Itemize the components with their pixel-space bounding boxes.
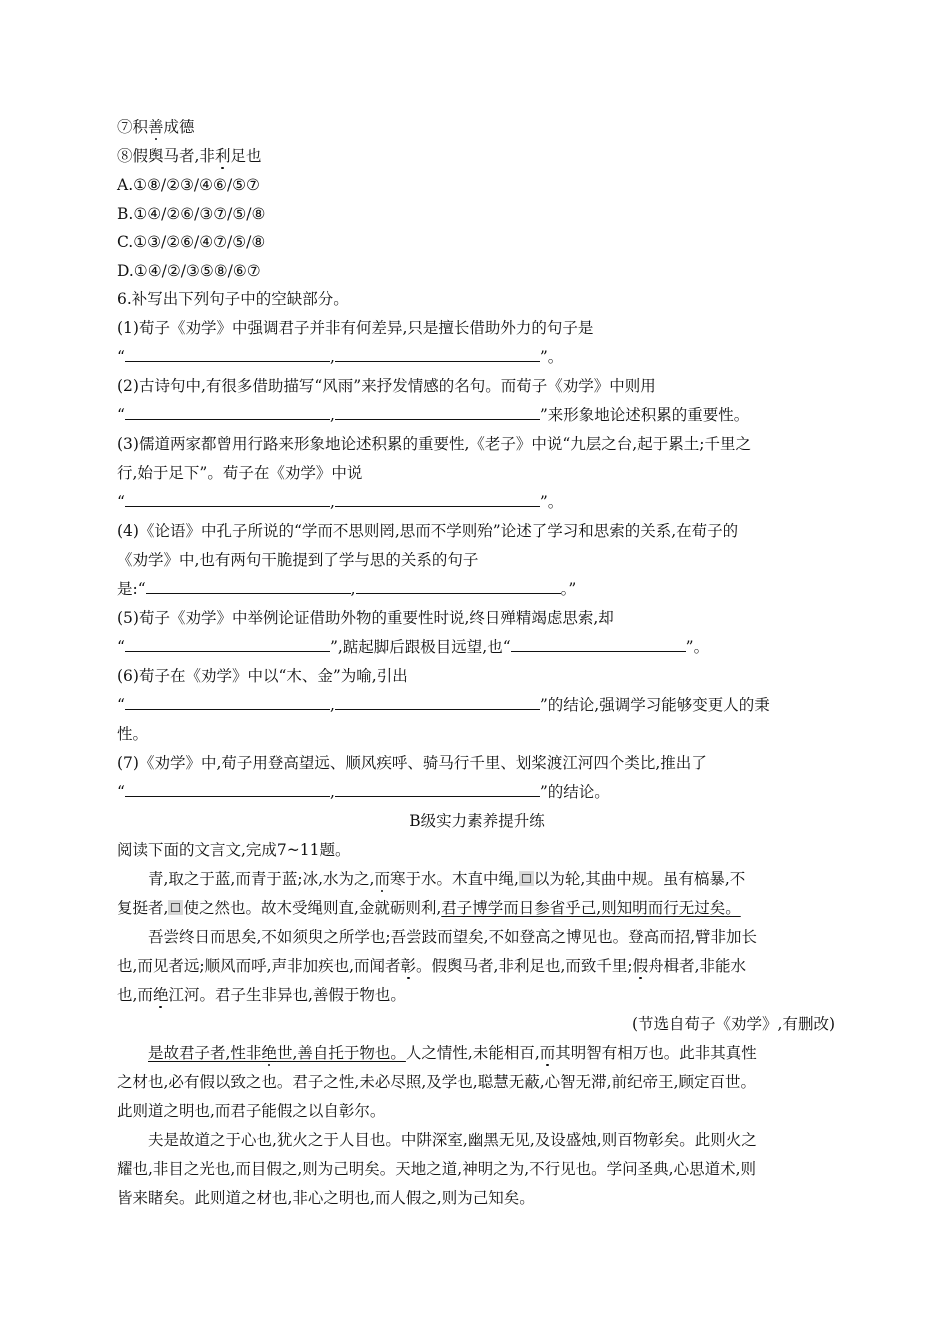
document-page bbox=[117, 113, 837, 1213]
passage-1-para-1-cont: 复挺者, 使之然也。故木受绳则直,金就砺则利,君子博学而日参省乎己,则知明而行无过矣。 bbox=[117, 899, 741, 917]
rare-character-icon bbox=[168, 900, 183, 915]
passage-2-para-2-end: 皆来睹矣。此则道之材也,非心之明也,而人假之,则为己知矣。 bbox=[117, 1189, 535, 1207]
q6-3-prompt-cont: 行,始于足下”。荀子在《劝学》中说 bbox=[117, 464, 363, 482]
q6-6-tail: 性。 bbox=[117, 725, 149, 743]
q6-7-prompt: (7)《劝学》中,荀子用登高望远、顺风疾呼、骑马行千里、划桨渡江河四个类比,推出了 bbox=[117, 754, 707, 772]
q6-4-blanks: 是:“ , 。” bbox=[117, 575, 837, 604]
q6-3-blanks: “ , ”。 bbox=[117, 488, 837, 517]
q6-1-blanks: “ , ”。 bbox=[117, 343, 837, 372]
blank-field[interactable] bbox=[125, 403, 330, 420]
passage-2-para-1-cont: 之材也,必有假以致之也。君子之性,未必尽照,及学也,聪慧无蔽,心智无滞,前纪帝王,顾定百世。 bbox=[117, 1073, 756, 1091]
q6-2-prompt: (2)古诗句中,有很多借助描写“风雨”来抒发情感的名句。而荀子《劝学》中则用 bbox=[117, 377, 656, 395]
option-c: C.①③/②⑥/④⑦/⑤/⑧ bbox=[117, 233, 266, 251]
passage-2-para-1-end: 此则道之明也,而君子能假之以自彰尔。 bbox=[117, 1102, 386, 1120]
passage-1-para-2-end: 也,而绝江河。君子生非异也,善假于物也。 bbox=[117, 986, 406, 1004]
underlined-sentence: 君子博学而日参省乎己,则知明而行无过矣。 bbox=[441, 899, 741, 917]
blank-field[interactable] bbox=[125, 345, 330, 362]
blank-field[interactable] bbox=[125, 693, 330, 710]
q6-1-prompt: (1)荀子《劝学》中强调君子并非有何差异,只是擅长借助外力的句子是 bbox=[117, 319, 594, 337]
q6-4-prompt-cont: 《劝学》中,也有两句干脆提到了学与思的关系的句子 bbox=[117, 551, 479, 569]
blank-field[interactable] bbox=[146, 577, 351, 594]
blank-field[interactable] bbox=[511, 635, 686, 652]
blank-field[interactable] bbox=[335, 403, 540, 420]
blank-field[interactable] bbox=[335, 345, 540, 362]
blank-field[interactable] bbox=[356, 577, 561, 594]
q6-6-prompt: (6)荀子在《劝学》中以“木、金”为喻,引出 bbox=[117, 667, 408, 685]
item-7: ⑦积善成德 bbox=[117, 118, 195, 136]
blank-field[interactable] bbox=[125, 635, 330, 652]
section-b-title: B级实力素养提升练 bbox=[409, 812, 545, 830]
passage-1-para-2-cont: 也,而见者远;顺风而呼,声非加疾也,而闻者彰。假舆马者,非利足也,而致千里;假舟楫者,非能水 bbox=[117, 957, 747, 975]
option-b: B.①④/②⑥/③⑦/⑤/⑧ bbox=[117, 204, 266, 223]
item-8: ⑧假舆马者,非利足也 bbox=[117, 147, 262, 165]
option-d: D.①④/②/③⑤⑧/⑥⑦ bbox=[117, 261, 261, 280]
q6-7-blanks: “ , ”的结论。 bbox=[117, 778, 837, 807]
blank-field[interactable] bbox=[125, 780, 330, 797]
underlined-sentence: 是故君子者,性非绝世,善自托于物也。 bbox=[148, 1044, 406, 1062]
section-b-instruction: 阅读下面的文言文,完成7~11题。 bbox=[117, 841, 351, 859]
question-6-title: 6.补写出下列句子中的空缺部分。 bbox=[117, 290, 349, 308]
passage-1-source: (节选自荀子《劝学》,有删改) bbox=[631, 1015, 835, 1033]
blank-field[interactable] bbox=[335, 693, 540, 710]
blank-field[interactable] bbox=[335, 780, 540, 797]
passage-1-para-2: 吾尝终日而思矣,不如须臾之所学也;吾尝跂而望矣,不如登高之博见也。登高而招,臂非加长 bbox=[148, 928, 758, 946]
passage-2-para-2: 夫是故道之于心也,犹火之于人目也。中阱深室,幽黑无见,及设盛烛,则百物彰矣。此则火之 bbox=[148, 1131, 757, 1149]
blank-field[interactable] bbox=[125, 490, 330, 507]
q6-5-prompt: (5)荀子《劝学》中举例论证借助外物的重要性时说,终日殚精竭虑思索,却 bbox=[117, 609, 614, 627]
q6-2-blanks: “ , ”来形象地论述积累的重要性。 bbox=[117, 401, 837, 430]
passage-2-para-2-cont: 耀也,非目之光也,而目假之,则为己明矣。天地之道,神明之为,不行见也。学问圣典,心思道术,则 bbox=[117, 1160, 756, 1178]
q6-3-prompt: (3)儒道两家都曾用行路来形象地论述积累的重要性,《老子》中说“九层之台,起于累土;千里之 bbox=[117, 435, 751, 453]
rare-character-icon bbox=[519, 871, 534, 886]
blank-field[interactable] bbox=[335, 490, 540, 507]
q6-4-prompt: (4)《论语》中孔子所说的“学而不思则罔,思而不学则殆”论述了学习和思索的关系,在荀子的 bbox=[117, 522, 739, 540]
q6-6-blanks: “ , ”的结论,强调学习能够变更人的秉 bbox=[117, 691, 837, 720]
passage-1-para-1: 青,取之于蓝,而青于蓝;冰,水为之,而寒于水。木直中绳, 以为轮,其曲中规。虽有槁暴,不 bbox=[148, 870, 746, 888]
q6-5-blanks: “ ”,踮起脚后跟极目远望,也“ ”。 bbox=[117, 633, 837, 662]
passage-2-para-1: 是故君子者,性非绝世,善自托于物也。人之情性,未能相百,而其明智有相万也。此非其真性 bbox=[148, 1044, 757, 1062]
option-a: A.①⑧/②③/④⑥/⑤⑦ bbox=[117, 176, 260, 194]
